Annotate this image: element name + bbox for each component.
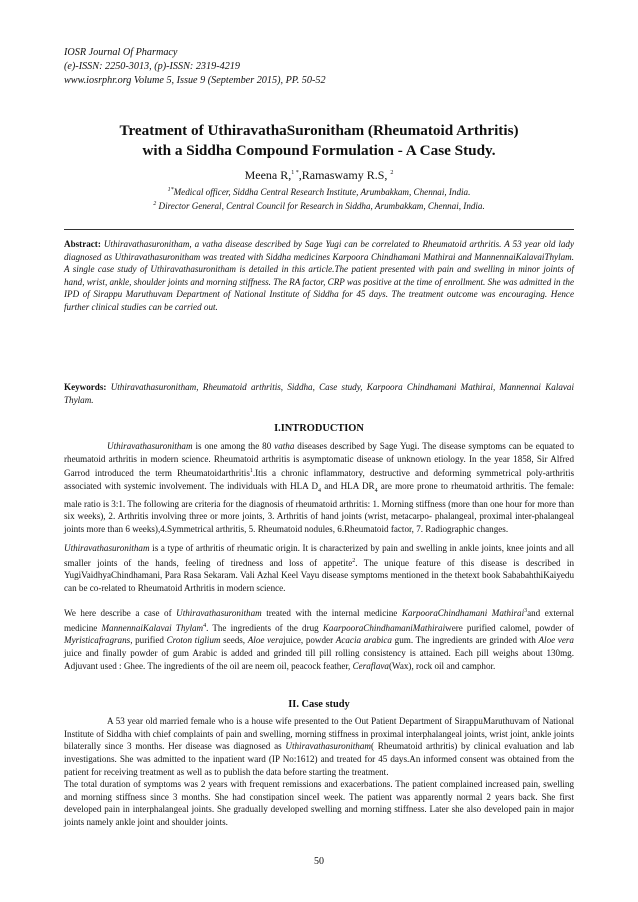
- header-divider: [64, 229, 574, 230]
- intro-term: KarpooraChindhamani Mathirai: [401, 608, 525, 619]
- intro-text: is a type of arthritis of rheumatic origin. It is characterized by pain and swelling in ankle joints, knee joints and all smaller joints of the hands, feeling of tiredness and loss of appetite: [64, 543, 574, 568]
- intro-term: Acacia arabica: [335, 635, 392, 646]
- intro-term: Myristicafragrans: [64, 635, 131, 646]
- citation-sup: 4: [203, 622, 207, 629]
- page-number: 50: [314, 856, 324, 867]
- intro-text: gum. The ingredients are grinded with: [391, 635, 539, 646]
- subscript: 4: [374, 487, 378, 494]
- affiliation-1: [64, 184, 574, 198]
- intro-term: Uthiravathasuronitham: [64, 543, 150, 553]
- intro-term: Uthiravathasuronitham: [107, 441, 193, 451]
- intro-paragraph-2: [64, 542, 574, 595]
- intro-text: (Wax), rock oil and camphor.: [388, 660, 496, 671]
- case-text: A 53 year old married female who is a house wife presented to the Out Patient Department of SirappuMaruthuvam of National Institute of Siddha with chief complaints of pain and swelling, morning stiffness in proximal interphalangeal joints, wrist joint, ankle joints bilaterally since 3 months. Her disease was diagnosed as: [64, 716, 574, 752]
- case-paragraph-1: [64, 715, 574, 779]
- intro-term: vatha: [274, 441, 295, 451]
- affiliation-2-sup: 2: [153, 201, 157, 207]
- intro-text: . The ingredients of the drug: [206, 622, 323, 633]
- intro-term: Ceraflava: [352, 660, 389, 671]
- abstract-label: Abstract:: [64, 239, 101, 249]
- keywords-label: Keywords:: [64, 382, 107, 392]
- citation-sup: 1: [249, 468, 253, 475]
- intro-term: KaarpooraChindhamaniMathirai: [322, 622, 446, 633]
- intro-text: and external medicine: [64, 608, 575, 633]
- keywords-text: Uthiravathasuronitham, Rheumatoid arthritis, Siddha, Case study, Karpoora Chindhamani Mathirai, Mannennai Kalavai Thylam.: [64, 382, 575, 405]
- intro-text: is one among the 80: [192, 441, 275, 451]
- intro-text: and HLA DR: [321, 481, 375, 492]
- author-1: Meena R,: [244, 168, 292, 182]
- journal-volume: www.iosrphr.org Volume 5, Issue 9 (September 2015), PP. 50-52: [64, 75, 326, 86]
- intro-text: , purified: [130, 635, 167, 646]
- case-paragraph-2: The total duration of symptoms was 2 years with frequent remissions and exacerbations. The patient complained increased pain, swelling and morning stiffness since 3 months. She had constipation sinceI week. The patient was apparently normal 2 years back. She first developed pain in interphalangeal joints. She gradually developed swelling and morning stiffness. Later she also developed pain in major joints namely ankle joint and shoulder joints.: [64, 779, 574, 828]
- intro-term: Croton tiglium: [166, 635, 221, 646]
- title-line-1: Treatment of UthiravathaSuronitham (Rheumatoid Arthritis): [119, 122, 519, 139]
- intro-text: juice and finally powder of gum Arabic is added and grinded till pill rolling consistency is attained. Each pill weighs about 130mg. Adjuvant used : Ghee. The ingredients of the oil are neem oil, peacock feather,: [64, 648, 574, 671]
- intro-text: are more prone to rheumatoid arthritis. The female: male ratio is 3:1. The following are criteria for the diagnosis of rheumatoid arthritis: 1. Morning stiffness (more than one hour for more than six weeks), 2. Arthritis involving three or more joints, 3. Arthritis of hand joints (wrist, metacarpo- phalangeal, proximal inter-phalangeal joints more than 6 weeks),4.Symmetrical arthritis, 5. Rheumatoid nodules, 6.Rheumatoid factor, 7. Radiographic changes.: [64, 481, 574, 535]
- author-2-sup: 2: [390, 170, 394, 176]
- intro-text: juice, powder: [283, 635, 336, 646]
- journal-issn: (e)-ISSN: 2250-3013, (p)-ISSN: 2319-4219: [64, 61, 240, 72]
- intro-text: diseases described by Sage Yugi. The disease symptoms can be equated to rheumatoid arthritis in modern science. Rheumatoid arthritis is asymptomatic disease of unknown etiology. In the year 1858, Sir Alfred Garrod introduced the term Rheumatoidarthritis: [64, 441, 574, 479]
- section-heading-case-study: II. Case study: [288, 699, 350, 710]
- title-line-2: with a Siddha Compound Formulation - A Case Study.: [142, 142, 496, 159]
- intro-paragraph-1: [64, 440, 574, 536]
- case-text: ( Rheumatoid arthritis) by clinical evaluation and lab investigations. She was admitted to the inpatient ward (IP No:1612) and treated for 45 days.An informed consent was obtained from the patient for receiving treatment as well as to publish the data before starting the treatment.: [64, 741, 574, 777]
- intro-paragraph-3: [64, 605, 574, 673]
- intro-term: MannennaiKalavai Thylam: [101, 622, 204, 633]
- case-term: Uthiravathasuronitham: [285, 741, 371, 752]
- affiliation-2: [64, 198, 574, 212]
- intro-text: .Itis a chronic inflammatory, destructive and deforming symmetrical poly-arthritis associated with systemic involvement. The individuals with HLA D: [64, 468, 575, 492]
- citation-sup: 2: [352, 557, 356, 564]
- abstract: [64, 238, 574, 314]
- section-heading-introduction: I.INTRODUCTION: [274, 423, 364, 434]
- author-1-sup: 1 *: [291, 170, 299, 176]
- intro-text: were purified calomel, powder of: [445, 622, 574, 633]
- citation-sup: 3: [524, 608, 528, 614]
- intro-term: Aloe vera: [247, 635, 284, 646]
- affiliation-1-text: Medical officer, Siddha Central Research Institute, Arumbakkam, Chennai, India.: [173, 187, 471, 198]
- intro-term: Uthiravathasuronitham: [176, 608, 262, 619]
- author-2: ,Ramaswamy R.S,: [298, 168, 388, 182]
- keywords: [64, 381, 574, 406]
- author-line: [64, 166, 574, 183]
- subscript: 4: [318, 487, 322, 494]
- intro-text: treated with the internal medicine: [261, 608, 402, 619]
- paper-title: [64, 121, 574, 161]
- journal-name: IOSR Journal Of Pharmacy: [64, 47, 178, 58]
- affiliation-2-text: Director General, Central Council for Research in Siddha, Arumbakkam, Chennai, India.: [158, 201, 485, 212]
- intro-text: . The unique feature of this disease is described in YugiVaidhyaChindhamani, Para Rasa Sekaram. Vali Azhal Keel Vayu disease symptoms mentioned in the thetext book SababahthiKaiyedu can be co-related to Rheumatoid Arthritis in modern science.: [64, 557, 574, 594]
- intro-text: We here describe a case of: [64, 608, 177, 619]
- intro-text: seeds,: [220, 635, 248, 646]
- intro-term: Aloe vera: [538, 635, 574, 646]
- affiliation-1-sup: 1*: [167, 187, 174, 193]
- journal-header: [64, 46, 326, 88]
- abstract-text: Uthiravathasuronitham, a vatha disease described by Sage Yugi can be correlated to Rheumatoid arthritis. A 53 year old lady diagnosed as Uthiravathasuronitham was treated with Siddha medicines Karpoora Chindhamani Mathirai and MannennaiKalavaiThylam. A single case study of Uthiravathasuronitham is detailed in this article.The patient presented with pain and swelling in minor joints of hand, wrist, ankle, shoulder joints and morning stiffness. The RA factor, CRP was positive at the time of enrollment. She was admitted in the IPD of Sirappu Maruthuvam Department of National Institute of Siddha for 45 days. The treatment outcome was encouraging. Hence further clinical studies can be carried out.: [64, 239, 575, 312]
